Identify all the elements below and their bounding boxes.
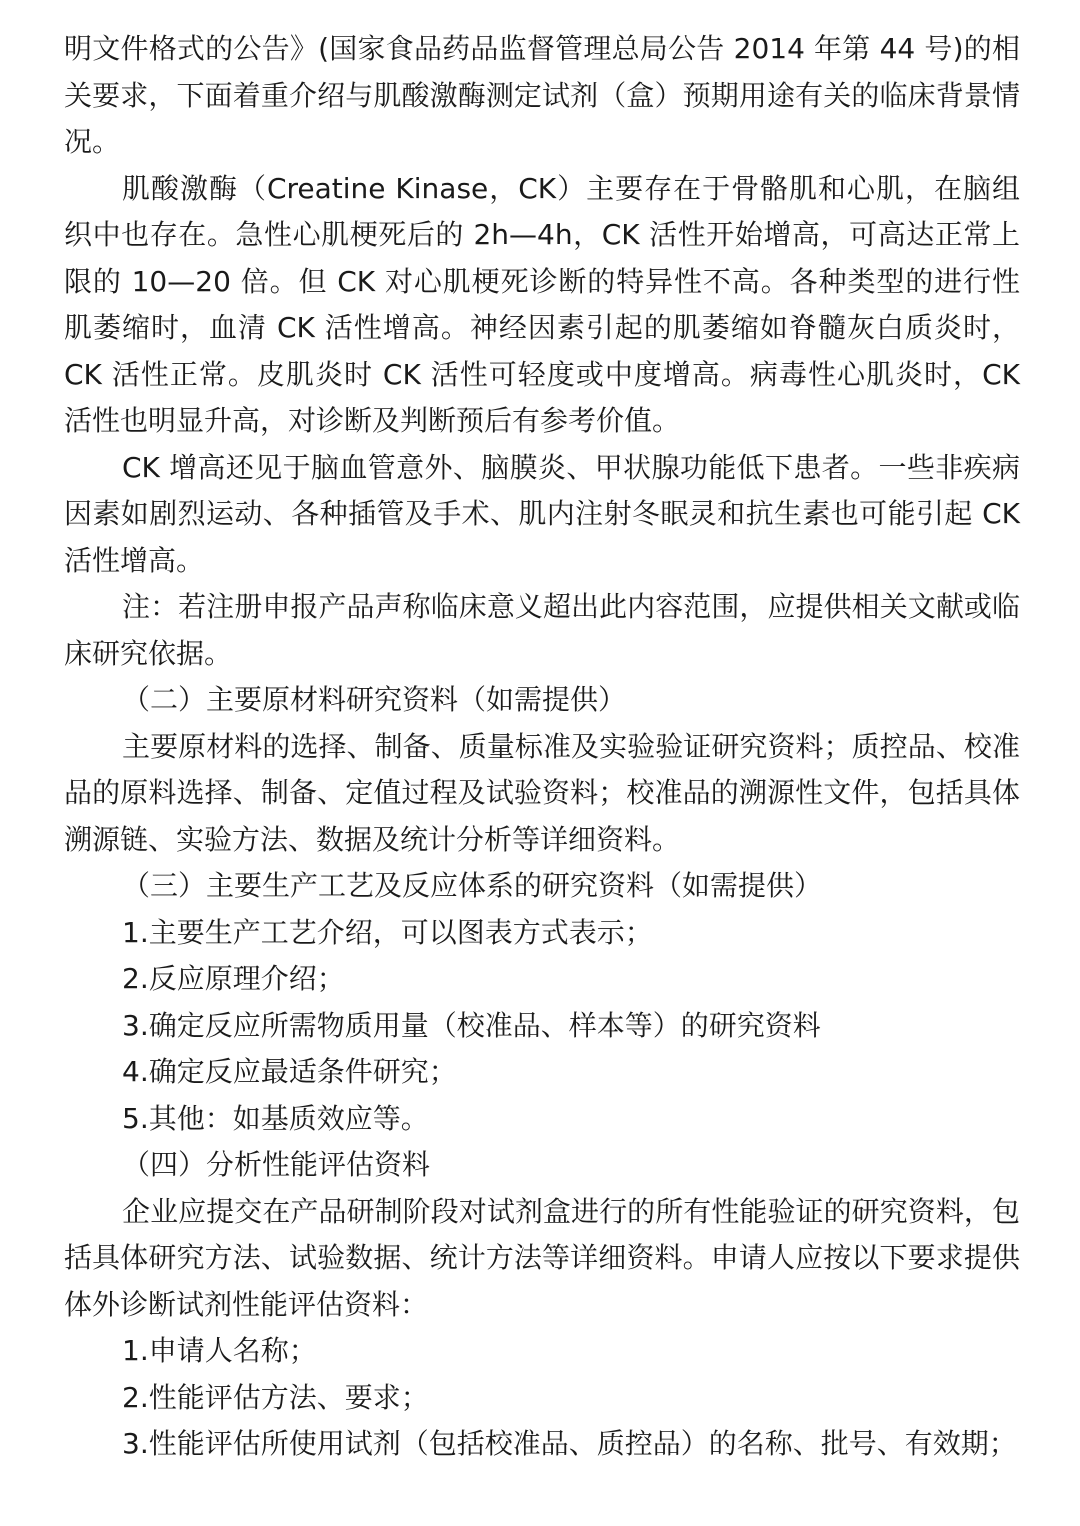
list-item-process-3: 3.确定反应所需物质用量（校准品、样本等）的研究资料 xyxy=(122,1008,821,1042)
list-item-process-1: 1.主要生产工艺介绍，可以图表方式表示； xyxy=(122,915,653,949)
paragraph-continuation: 明文件格式的公告》(国家食品药品监督管理总局公告 2014 年第 44 号)的相关要求，下面着重介绍与肌酸激酶测定试剂（盒）预期用途有关的临床背景情况。 xyxy=(64,32,1020,158)
paragraph-raw-materials: 主要原材料的选择、制备、质量标准及实验验证研究资料；质控品、校准品的原料选择、制备、定值过程及试验资料；校准品的溯源性文件，包括具体溯源链、实验方法、数据及统计分析等详细资料。 xyxy=(64,729,1020,856)
list-item-performance-3: 3.性能评估所使用试剂（包括校准品、质控品）的名称、批号、有效期； xyxy=(122,1427,1017,1460)
list-item-performance-2: 2.性能评估方法、要求； xyxy=(122,1380,429,1414)
list-item-process-2: 2.反应原理介绍； xyxy=(122,962,345,995)
paragraph-performance: 企业应提交在产品研制阶段对试剂盒进行的所有性能验证的研究资料，包括具体研究方法、试验数据、统计方法等详细资料。申请人应按以下要求提供体外诊断试剂性能评估资料： xyxy=(64,1194,1020,1321)
list-item-process-5: 5.其他：如基质效应等。 xyxy=(122,1101,429,1135)
section-heading-production-process: （三）主要生产工艺及反应体系的研究资料（如需提供） xyxy=(122,869,823,902)
section-heading-raw-materials: （二）主要原材料研究资料（如需提供） xyxy=(122,683,627,716)
paragraph-ck-overview: 肌酸激酶（Creatine Kinase，CK）主要存在于骨骼肌和心肌，在脑组织中也存在。急性心肌梗死后的 2h—4h，CK 活性开始增高，可高达正常上限的 10—20 倍。但 CK 对心肌梗死诊断的特异性不高。各种类型的进行性肌萎缩时，血清 CK 活性增高。神经因素引起的肌萎缩如脊髓灰白质炎时，CK 活性正常。皮肌炎时 CK 活性可轻度或中度增高。病毒性心肌炎时，CK 活性也明显升高，对诊断及判断预后有参考价值。 xyxy=(64,171,1020,437)
paragraph-ck-increase-causes: CK 增高还见于脑血管意外、脑膜炎、甲状腺功能低下患者。一些非疾病因素如剧烈运动、各种插管及手术、肌内注射冬眠灵和抗生素也可能引起 CK 活性增高。 xyxy=(64,450,1020,577)
list-item-performance-1: 1.申请人名称； xyxy=(122,1334,317,1367)
paragraph-note: 注：若注册申报产品声称临床意义超出此内容范围，应提供相关文献或临床研究依据。 xyxy=(64,590,1020,670)
list-item-process-4: 4.确定反应最适条件研究； xyxy=(122,1055,457,1088)
document-page xyxy=(64,26,1020,1468)
section-heading-performance: （四）分析性能评估资料 xyxy=(122,1148,431,1181)
